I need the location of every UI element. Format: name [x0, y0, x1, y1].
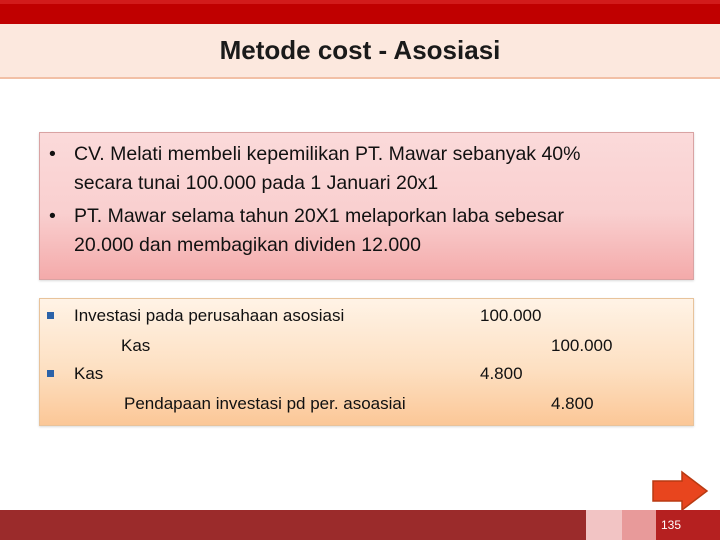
footer-segment	[622, 510, 656, 540]
square-bullet-icon	[47, 370, 54, 377]
square-bullet-icon	[47, 312, 54, 319]
journal-entry-box	[39, 298, 694, 426]
bullet-dot: •	[49, 143, 56, 165]
journal-credit-amount: 4.800	[551, 394, 594, 413]
page-number: 135	[660, 518, 682, 532]
right-arrow-icon[interactable]	[650, 470, 710, 512]
case-text-line: secara tunai 100.000 pada 1 Januari 20x1	[74, 172, 439, 194]
journal-credit-account: Pendapaan investasi pd per. asoasiai	[124, 394, 406, 413]
case-description-box	[39, 132, 694, 280]
header-band	[0, 0, 720, 24]
footer-bar	[0, 510, 586, 540]
case-text-line: CV. Melati membeli kepemilikan PT. Mawar sebanyak 40%	[74, 143, 581, 165]
journal-credit-account: Kas	[121, 336, 151, 355]
journal-debit-amount: 4.800	[480, 364, 523, 383]
slide-title: Metode cost - Asosiasi	[219, 35, 501, 65]
case-text-line: PT. Mawar selama tahun 20X1 melaporkan laba sebesar	[74, 205, 564, 227]
case-text-line: 20.000 dan membagikan dividen 12.000	[74, 234, 421, 256]
header-band-highlight	[0, 0, 720, 4]
bullet-dot: •	[49, 205, 56, 227]
journal-debit-amount: 100.000	[480, 306, 542, 325]
journal-debit-account: Investasi pada perusahaan asosiasi	[74, 306, 345, 325]
footer-segment	[586, 510, 622, 540]
journal-debit-account: Kas	[74, 364, 104, 383]
journal-credit-amount: 100.000	[551, 336, 613, 355]
